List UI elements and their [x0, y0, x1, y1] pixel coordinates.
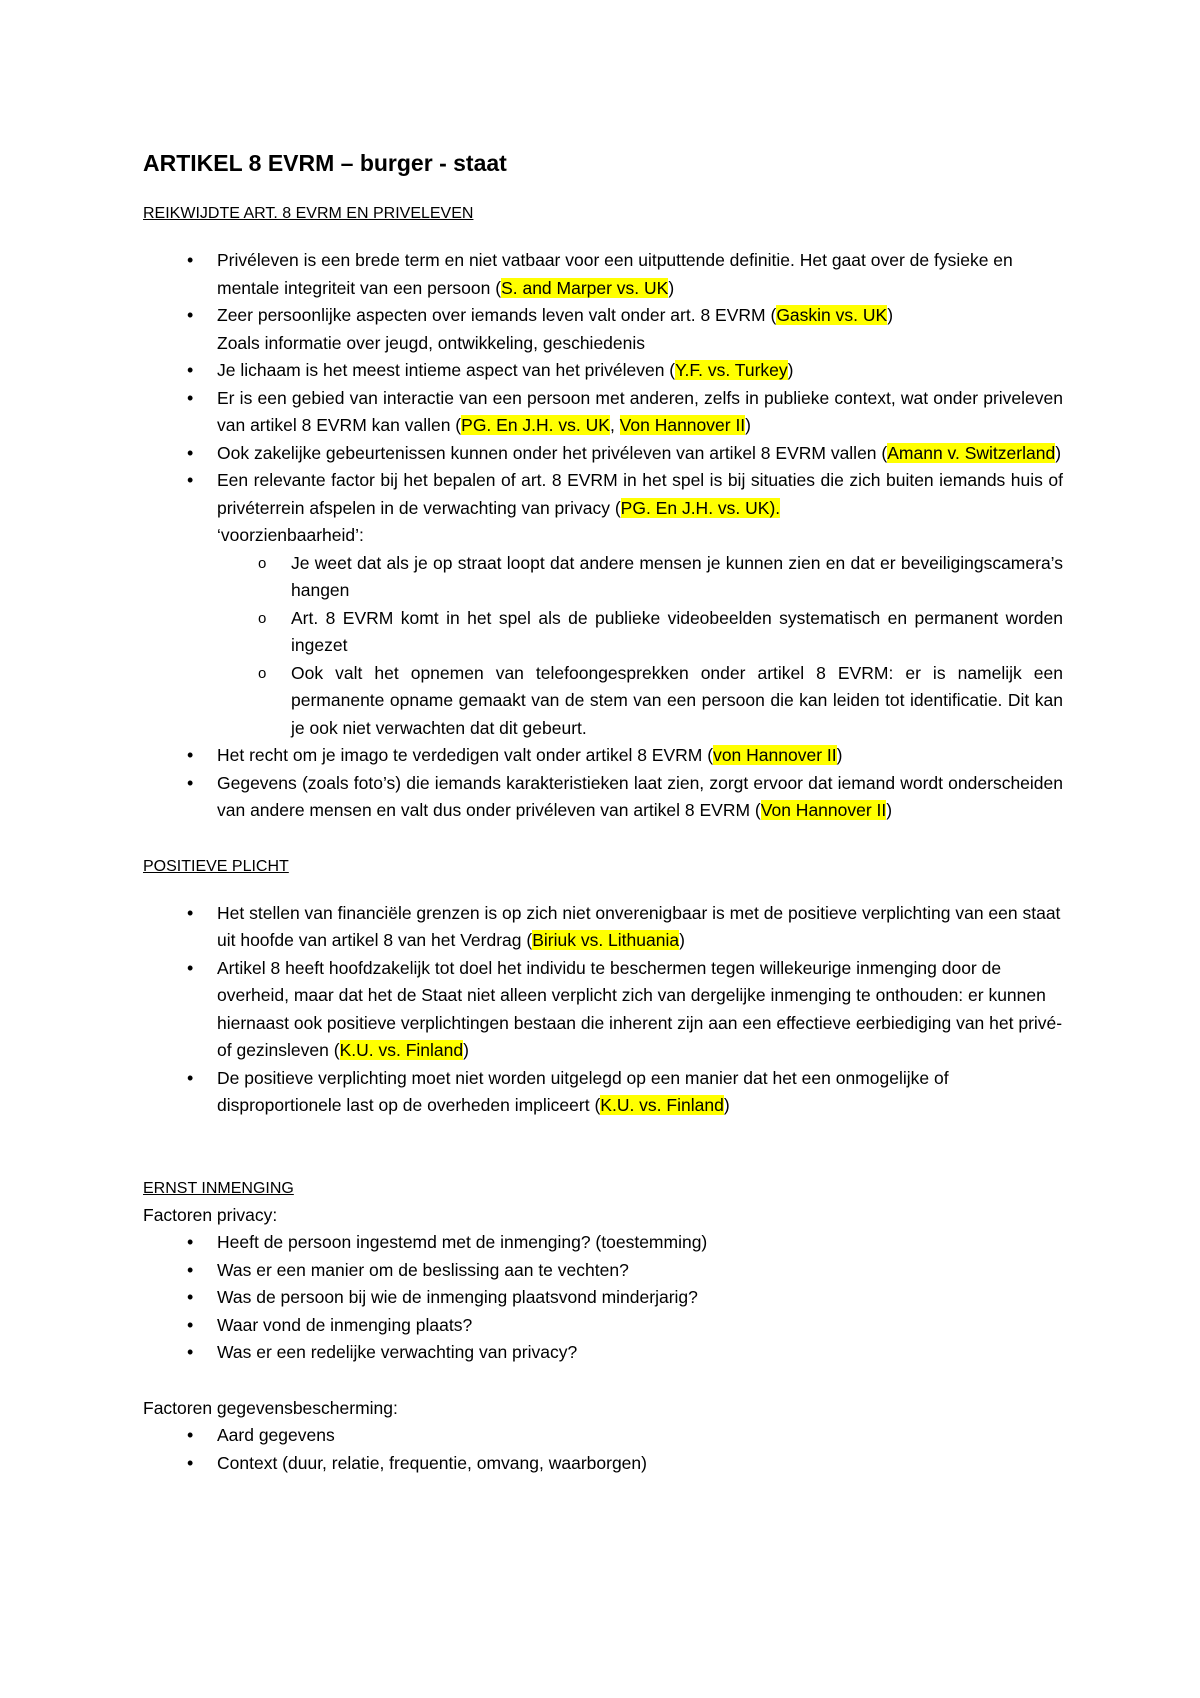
item-text-end: ) [887, 305, 894, 325]
item-text: Een relevante factor bij het bepalen of art. 8 EVRM in het spel is bij situaties die zich buiten iemands huis of privéterrein afspelen in de verwachting van privacy ( [217, 470, 1063, 518]
list-item: • Was de persoon bij wie de inmenging plaatsvond minderjarig? [143, 1284, 1063, 1312]
section-heading-ernst: ERNST INMENGING [143, 1179, 294, 1197]
privacy-factors-list [143, 1229, 1063, 1367]
case-citation: PG. En J.H. vs. UK). [620, 497, 781, 518]
section-heading-reikwijdte: REIKWIJDTE ART. 8 EVRM EN PRIVELEVEN [143, 205, 474, 222]
case-citation-2: Von Hannover II [619, 415, 746, 435]
item-text: Ook zakelijke gebeurtenissen kunnen onder het privéleven van artikel 8 EVRM vallen ( [217, 442, 888, 463]
case-citation: S. and Marper vs. UK [501, 277, 669, 298]
item-text-end: ) [836, 745, 843, 765]
case-citation: Biriuk vs. Lithuania [532, 930, 680, 950]
item-text: Zeer persoonlijke aspecten over iemands leven valt onder art. 8 EVRM ( [217, 305, 777, 325]
case-citation: PG. En J.H. vs. UK [461, 415, 610, 435]
document-title: ARTIKEL 8 EVRM – burger - staat [143, 150, 507, 176]
data-protection-factors-label: Factoren gegevensbescherming: [143, 1397, 398, 1418]
case-citation: Gaskin vs. UK [776, 305, 888, 325]
list-item: • Heeft de persoon ingestemd met de inmenging? (toestemming) [143, 1229, 1063, 1257]
sub-list-item: o Art. 8 EVRM komt in het spel als de publieke videobeelden systematisch en permanent worden ingezet [143, 605, 1063, 660]
list-item [143, 1065, 1063, 1120]
item-continuation: ‘voorzienbaarheid’: [217, 525, 364, 545]
item-text: Privéleven is een brede term en niet vatbaar voor een uitputtende definitie. Het gaat over de fysieke en mentale integriteit van een persoon ( [217, 250, 1013, 298]
section-heading-positieve: POSITIEVE PLICHT [143, 857, 289, 875]
case-citation: Y.F. vs. Turkey [675, 360, 788, 380]
list-item [143, 302, 1063, 357]
item-text-end: ) [463, 1040, 469, 1060]
list-item [143, 247, 1063, 302]
item-text-end: ) [668, 277, 675, 298]
item-text-sep: , [609, 415, 620, 435]
item-text: De positieve verplichting moet niet worden uitgelegd op een manier dat het een onmogelijke of disproportionele last op de overheden impliceert ( [217, 1067, 949, 1115]
sub-list [217, 550, 1063, 743]
item-continuation: Zoals informatie over jeugd, ontwikkeling, geschiedenis [217, 332, 646, 353]
list-item [143, 357, 1063, 385]
list-item [143, 440, 1063, 468]
item-text: Je lichaam is het meest intieme aspect van het privéleven ( [217, 360, 676, 380]
list-item [143, 467, 1063, 742]
item-text: Gegevens (zoals foto’s) die iemands karakteristieken laat zien, zorgt ervoor dat iemand wordt onderscheiden van andere mensen en valt dus onder privéleven van artikel 8 EVRM ( [217, 772, 1063, 820]
list-item: • Aard gegevens [143, 1422, 1063, 1450]
item-text-end: ) [886, 800, 893, 820]
sub-list-item: o Je weet dat als je op straat loopt dat andere mensen je kunnen zien en dat er beveiligingscamera’s hangen [143, 550, 1063, 605]
case-citation: K.U. vs. Finland [600, 1095, 724, 1115]
item-text-end: ) [787, 360, 794, 380]
item-text-end: ) [745, 415, 751, 435]
item-text: Het recht om je imago te verdedigen valt onder artikel 8 EVRM ( [217, 745, 714, 765]
list-item [143, 900, 1063, 955]
case-citation: von Hannover II [713, 745, 837, 765]
list-item [143, 770, 1063, 825]
positieve-list [143, 900, 1063, 1120]
item-text-end: ) [723, 1095, 730, 1115]
privacy-factors-label: Factoren privacy: [143, 1204, 278, 1225]
list-item [143, 385, 1063, 440]
list-item: • Was er een manier om de beslissing aan te vechten? [143, 1257, 1063, 1285]
case-citation: K.U. vs. Finland [339, 1040, 464, 1060]
list-item [143, 955, 1063, 1065]
item-text: Artikel 8 heeft hoofdzakelijk tot doel het individu te beschermen tegen willekeurige inmenging door de overheid, maar dat het de Staat niet alleen verplicht zich van dergelijke inmenging te onthouden: er kunnen hiernaast ook positieve verplichtingen bestaan die inherent zijn aan een effectieve eerbiediging van het privé- of gezinsleven ( [217, 957, 1063, 1060]
data-protection-factors-list [143, 1422, 1063, 1477]
list-item [143, 742, 1063, 770]
case-citation: Von Hannover II [760, 800, 887, 820]
list-item: • Was er een redelijke verwachting van privacy? [143, 1339, 1063, 1367]
sub-list-item: o Ook valt het opnemen van telefoongesprekken onder artikel 8 EVRM: er is namelijk een permanente opname gemaakt van de stem van een persoon die kan leiden tot identificatie. Dit kan je ook niet verwachten dat dit gebeurt. [143, 660, 1063, 743]
item-text-end: ) [1055, 442, 1062, 463]
item-text: Het stellen van financiële grenzen is op zich niet onverenigbaar is met de positieve verplichting van een staat uit hoofde van artikel 8 van het Verdrag ( [217, 902, 1061, 950]
document-content [143, 148, 1063, 1477]
list-item: • Waar vond de inmenging plaats? [143, 1312, 1063, 1340]
list-item: • Context (duur, relatie, frequentie, omvang, waarborgen) [143, 1450, 1063, 1478]
item-text-end: ) [679, 930, 685, 950]
item-text: Er is een gebied van interactie van een persoon met anderen, zelfs in publieke context, wat onder priveleven van artikel 8 EVRM kan vallen ( [217, 387, 1063, 435]
case-citation: Amann v. Switzerland [887, 442, 1056, 463]
reikwijdte-list [143, 247, 1063, 825]
